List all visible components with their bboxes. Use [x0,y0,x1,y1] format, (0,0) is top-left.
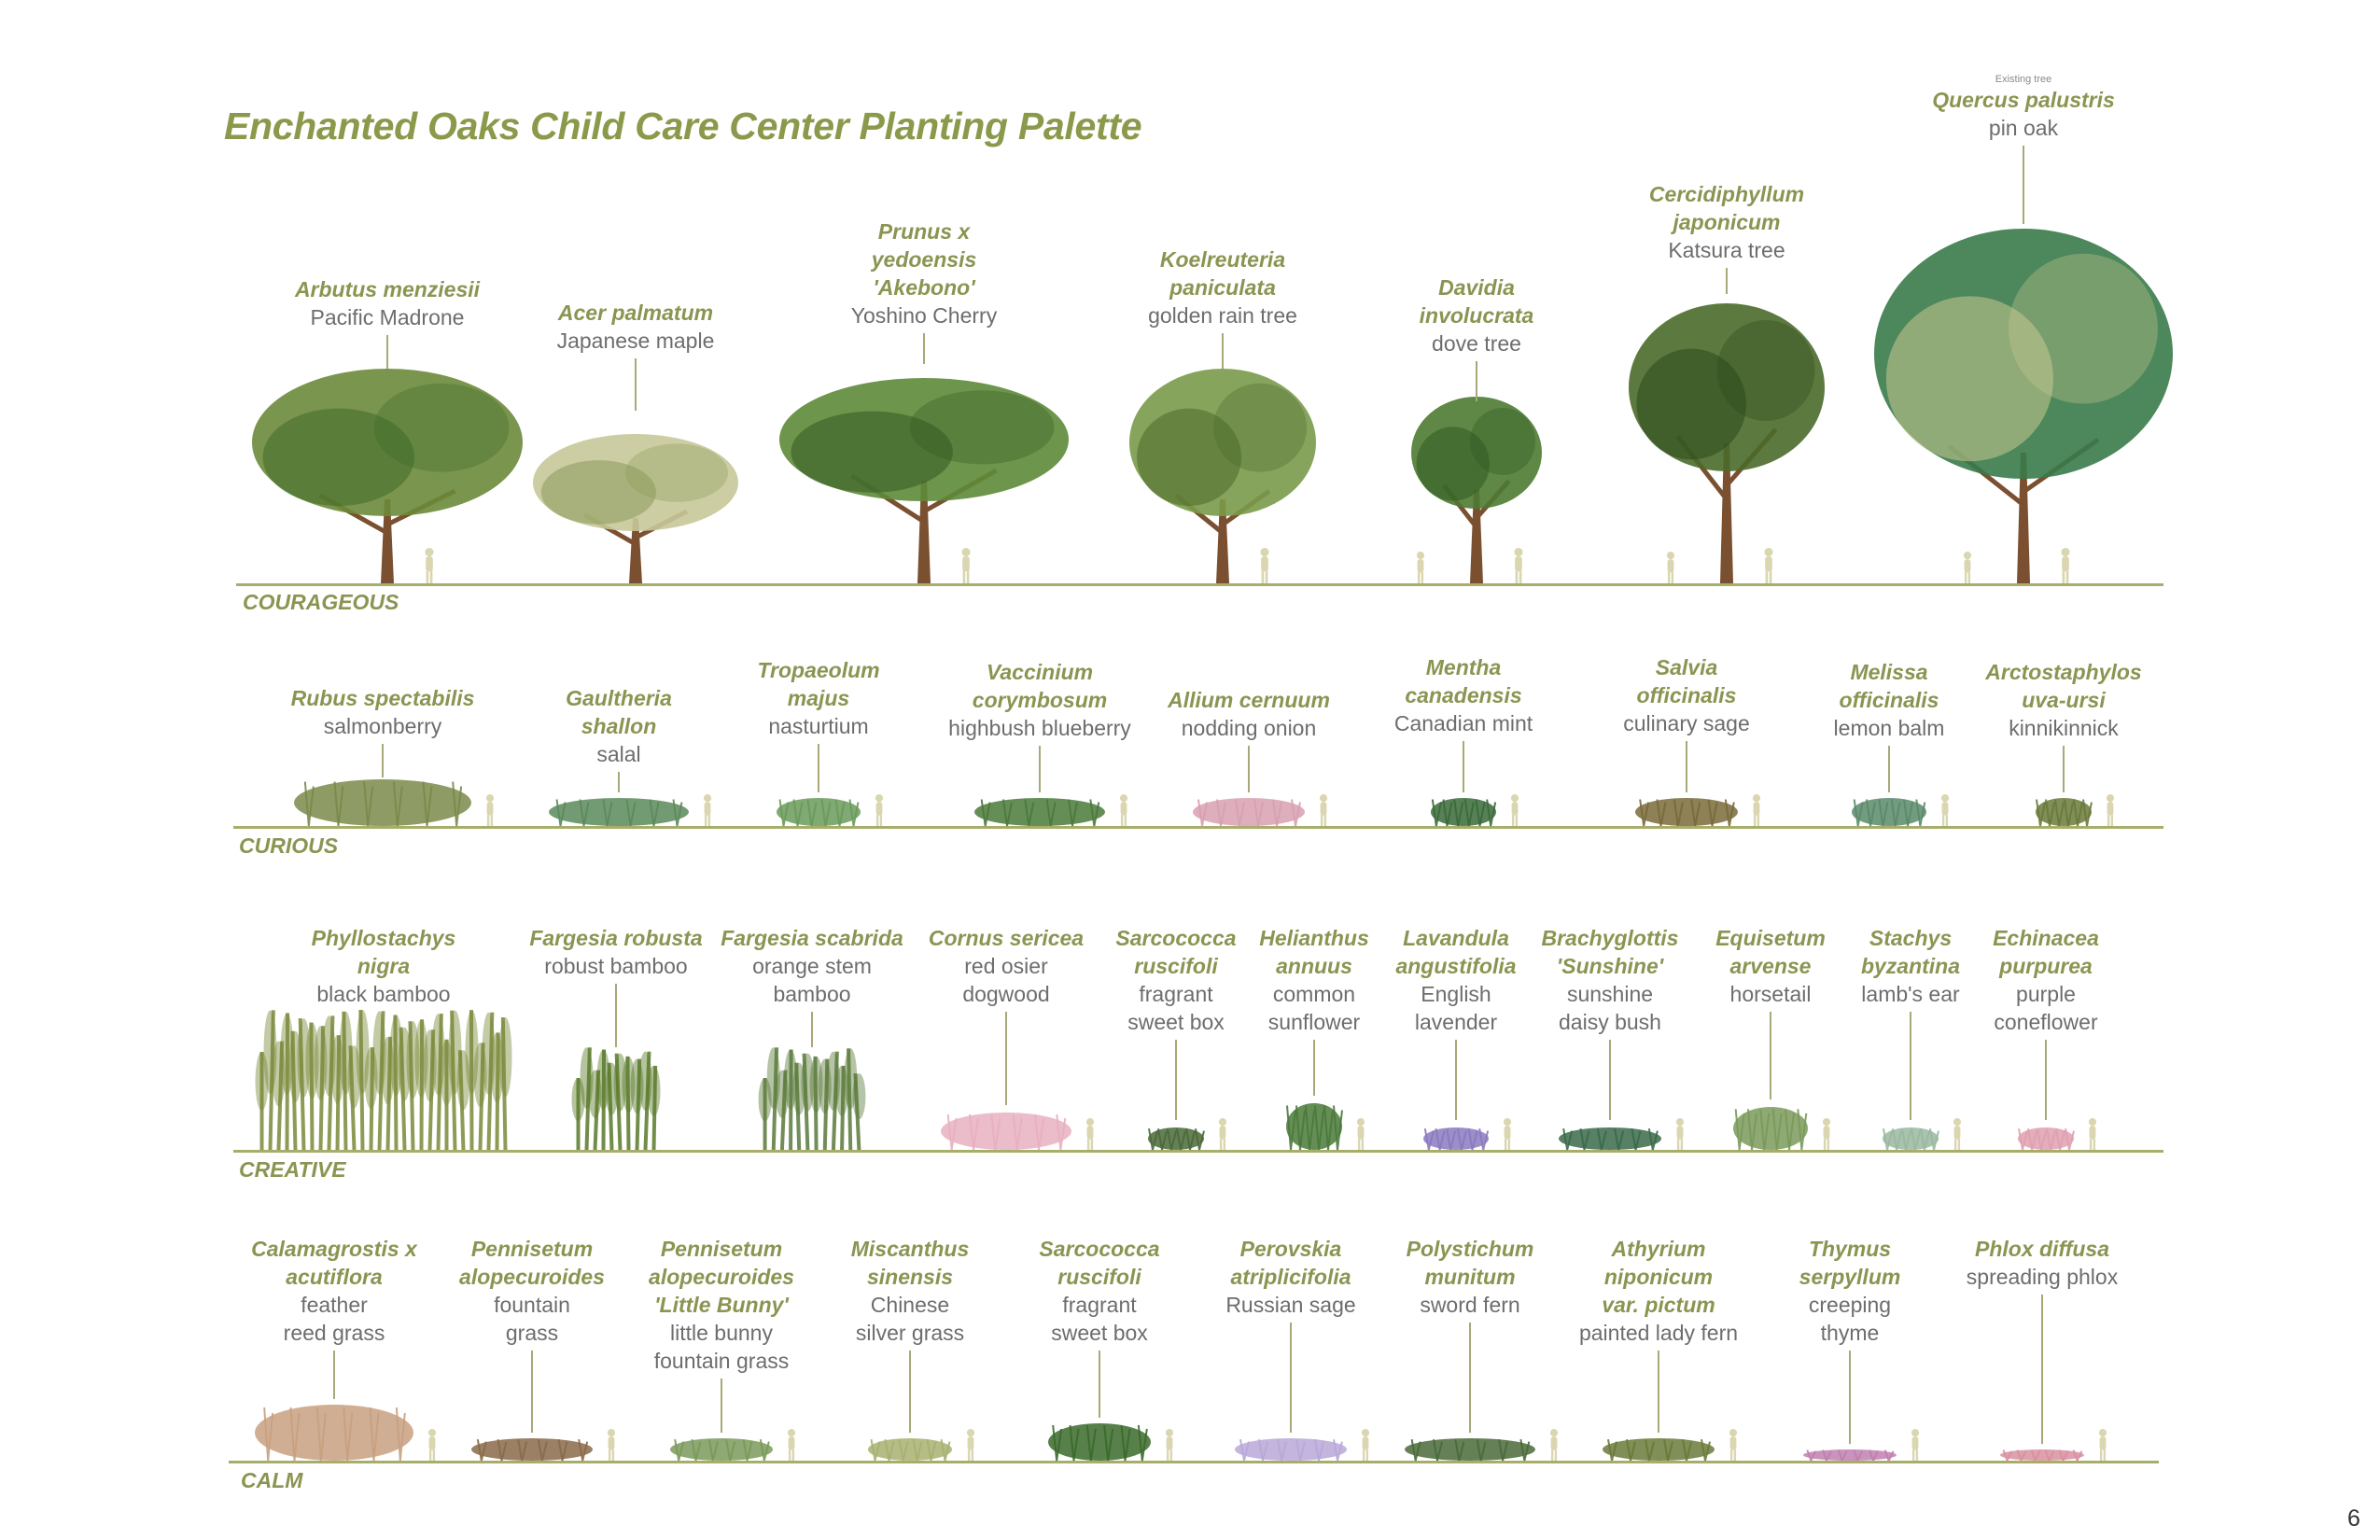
plant-label [1006,1235,1193,1347]
child-figure [1667,552,1674,583]
plant-label [1930,73,2117,142]
plant-mass [1635,798,1738,826]
common-name: kinnikinnick [2009,716,2119,740]
common-name: red osier dogwood [962,954,1050,1006]
canopy-shade [910,390,1055,464]
leader-line [382,744,384,777]
scientific-name: Mentha canadensis [1405,655,1522,707]
child-figure [1320,794,1327,826]
plant-label [1517,924,1703,1036]
scientific-name: Rubus spectabilis [290,686,475,710]
child-figure [704,794,711,826]
common-name: Russian sage [1225,1293,1356,1317]
page-number: 6 [2347,1505,2360,1532]
plant-label [946,658,1133,742]
common-name: Yoshino Cherry [850,303,998,328]
leader-line [618,772,620,792]
plant-label [542,299,729,355]
leader-line [615,984,617,1047]
plant-mass [1733,1107,1808,1150]
leader-line [2045,1040,2047,1120]
plant-mass [1235,1438,1347,1461]
child-figure [1514,548,1522,583]
plant-label [725,656,912,740]
plant-label [290,924,477,1008]
child-figure [1729,1429,1737,1461]
common-name: Chinese silver grass [855,1293,965,1345]
scientific-name: Pennisetum alopecuroides 'Little Bunny' [649,1237,794,1317]
leader-line [1476,361,1477,401]
plant-label [1796,658,1982,742]
child-figure [2099,1429,2107,1461]
scientific-name: Acer palmatum [557,301,714,325]
plant-label [831,217,1017,329]
common-name: lamb's ear [1861,982,1960,1006]
leader-line [1463,741,1464,792]
plant-mass [670,1438,773,1461]
plant-mass [294,779,471,826]
scientific-name: Stachys byzantina [1860,926,1961,978]
plant-label [525,684,712,768]
leader-line [721,1379,722,1433]
common-name: highbush blueberry [948,716,1131,740]
leader-line [2023,146,2024,224]
plant-note: Existing tree [1995,74,2052,85]
tree-illustration [1837,201,2210,585]
common-name: painted lady fern [1578,1321,1739,1345]
plant-mass [941,1113,1071,1150]
leader-line [1469,1323,1471,1433]
plant-mass [1048,1423,1151,1461]
plant-label [1949,1235,2135,1291]
scientific-name: Lavandula angustifolia [1395,926,1517,978]
child-figure [1086,1118,1094,1150]
plant-mass [868,1438,952,1461]
scientific-name: Salvia officinalis [1636,655,1737,707]
common-name: sunshine daisy bush [1559,982,1661,1034]
common-name: culinary sage [1623,711,1750,735]
scientific-name: Sarcococca ruscifoli [1115,926,1237,978]
plant-mass [471,1438,593,1461]
plant-label [817,1235,1003,1347]
leader-line [531,1351,533,1433]
leader-line [1290,1323,1292,1433]
row-label: COURAGEOUS [243,590,399,614]
scientific-name: Quercus palustris [1932,88,2115,112]
common-name: spreading phlox [1966,1265,2119,1289]
common-name: Pacific Madrone [310,305,465,329]
bamboo-illustration [555,1038,677,1152]
leader-line [1455,1040,1457,1120]
bamboo-foliage [648,1066,661,1116]
child-figure [2061,548,2069,583]
plant-label [289,684,476,740]
common-name: sword fern [1420,1293,1520,1317]
scientific-name: Thymus serpyllum [1799,1237,1901,1289]
child-figure [2089,1118,2096,1150]
child-figure [961,548,970,583]
common-name: Canadian mint [1393,711,1533,735]
child-figure [1550,1429,1558,1461]
scientific-name: Athyrium niponicum var. pictum [1602,1237,1715,1317]
child-figure [1676,1118,1684,1150]
leader-line [1849,1351,1851,1444]
page-title: Enchanted Oaks Child Care Center Planting Palette [224,105,1142,147]
common-name: pin oak [1988,116,2059,140]
leader-line [1175,1040,1177,1120]
leader-line [1222,333,1224,369]
leader-line [1039,746,1041,792]
leader-line [1686,741,1687,792]
child-figure [1219,1118,1226,1150]
bamboo-foliage [499,1017,512,1097]
common-name: salal [596,742,641,766]
plant-label [294,275,481,331]
scientific-name: Perovskia atriplicifolia [1230,1237,1351,1289]
child-figure [1166,1429,1173,1461]
scientific-name: Cornus sericea [928,926,1085,950]
common-name: feather reed grass [283,1293,385,1345]
scientific-name: Gaultheria shallon [566,686,672,738]
leader-line [1609,1040,1611,1120]
child-figure [1511,794,1519,826]
canopy-shade [2009,254,2158,404]
leader-line [2041,1295,2043,1444]
scientific-name: Tropaeolum majus [757,658,880,710]
scientific-name: Davidia involucrata [1419,275,1534,328]
common-name: Katsura tree [1668,238,1785,262]
bamboo-illustration [239,1001,528,1152]
plant-label [719,924,905,1008]
leader-line [909,1351,911,1433]
child-figure [1753,794,1760,826]
scientific-name: Arctostaphylos uva-ursi [1985,660,2142,712]
common-name: robust bamboo [544,954,688,978]
plant-mass [1193,798,1305,826]
leader-line [811,1012,813,1047]
common-name: salmonberry [323,714,442,738]
child-figure [1941,794,1949,826]
plant-label [1757,1235,1943,1347]
plant-label [628,1235,815,1375]
child-figure [788,1429,795,1461]
common-name: common sunflower [1267,982,1361,1034]
plant-label [1953,924,2139,1036]
leader-line [1888,746,1890,792]
scientific-name: Brachyglottis 'Sunshine' [1541,926,1679,978]
common-name: orange stem bamboo [752,954,872,1006]
leader-line [2063,746,2065,792]
leader-line [923,333,925,364]
scientific-name: Fargesia robusta [529,926,703,950]
scientific-name: Helianthus annuus [1259,926,1369,978]
common-name: creeping thyme [1808,1293,1892,1345]
child-figure [1964,552,1971,583]
common-name: lemon balm [1833,716,1945,740]
child-figure [1417,552,1424,583]
leader-line [1658,1351,1659,1433]
plant-mass [974,798,1105,826]
scientific-name: Phyllostachys nigra [311,926,456,978]
plant-label [1633,180,1820,264]
leader-line [1099,1351,1100,1418]
common-name: little bunny fountain grass [653,1321,790,1373]
plant-label [1197,1235,1384,1319]
leader-line [635,358,637,411]
scientific-name: Calamagrostis x acutiflora [251,1237,417,1289]
bamboo-illustration [742,1038,882,1152]
child-figure [1911,1429,1919,1461]
plant-mass [2000,1449,2084,1461]
plant-label [1370,653,1557,737]
plant-mass [1803,1449,1897,1461]
plant-mass [1852,798,1926,826]
scientific-name: Fargesia scabrida [721,926,903,950]
scientific-name: Vaccinium corymbosum [972,660,1108,712]
leader-line [1248,746,1250,792]
plant-label [523,924,709,980]
child-figure [1953,1118,1961,1150]
scientific-name: Echinacea purpurea [1993,926,2099,978]
canopy-shade [1717,320,1815,421]
scientific-name: Phlox diffusa [1975,1237,2109,1261]
child-figure [2107,794,2114,826]
common-name: black bamboo [316,982,451,1006]
plant-mass [1405,1438,1535,1461]
common-name: nodding onion [1181,716,1317,740]
row-label: CREATIVE [239,1157,346,1182]
shrub-illustration [511,761,726,828]
row-label: CALM [241,1468,303,1492]
row-label: CURIOUS [239,833,339,858]
child-figure [967,1429,974,1461]
leader-line [1770,1012,1771,1099]
plant-label [439,1235,625,1347]
leader-line [333,1351,335,1399]
plant-mass [1559,1127,1661,1150]
plant-label [1377,1235,1563,1319]
plant-label [1565,1235,1752,1347]
scientific-name: Cercidiphyllum japonicum [1648,182,1805,234]
plant-mass [777,798,861,826]
plant-mass [1603,1438,1715,1461]
common-name: fragrant sweet box [1051,1293,1148,1345]
plant-label [1129,245,1316,329]
scientific-name: Miscanthus sinensis [850,1237,970,1289]
plant-mass [549,798,689,826]
child-figure [1764,548,1772,583]
plant-label [1155,686,1342,742]
common-name: horsetail [1729,982,1812,1006]
bamboo-foliage [852,1073,865,1119]
canopy-shade [1470,408,1535,475]
common-name: fragrant sweet box [1127,982,1225,1034]
leader-line [1313,1040,1315,1096]
child-figure [1504,1118,1511,1150]
scientific-name: Melissa officinalis [1839,660,1939,712]
plant-label [913,924,1099,1008]
common-name: purple coneflower [1994,982,2098,1034]
child-figure [1120,794,1127,826]
leader-line [1910,1012,1911,1120]
scientific-name: Allium cernuum [1168,688,1330,712]
scientific-name: Polystichum munitum [1406,1237,1534,1289]
leader-line [1005,1012,1007,1105]
common-name: golden rain tree [1148,303,1297,328]
child-figure [1260,548,1268,583]
leader-line [386,335,388,369]
scientific-name: Equisetum arvense [1715,926,1826,978]
common-name: English lavender [1414,982,1498,1034]
plant-label [241,1235,427,1347]
scientific-name: Sarcococca ruscifoli [1039,1237,1160,1289]
plant-label [1593,653,1780,737]
child-figure [875,794,883,826]
common-name: Japanese maple [556,329,715,353]
common-name: nasturtium [768,714,869,738]
child-figure [1823,1118,1830,1150]
leader-line [818,744,819,792]
child-figure [486,794,494,826]
child-figure [608,1429,615,1461]
common-name: fountain grass [494,1293,570,1345]
scientific-name: Prunus x yedoensis 'Akebono' [871,219,977,300]
scientific-name: Pennisetum alopecuroides [459,1237,605,1289]
scientific-name: Koelreuteria paniculata [1159,247,1286,300]
child-figure [425,548,433,583]
leader-line [1726,268,1728,294]
canopy-shade [625,443,728,501]
child-figure [1357,1118,1365,1150]
scientific-name: Arbutus menziesii [294,277,481,301]
plant-label [1970,658,2157,742]
plant-mass [255,1405,413,1461]
common-name: dove tree [1432,331,1521,356]
